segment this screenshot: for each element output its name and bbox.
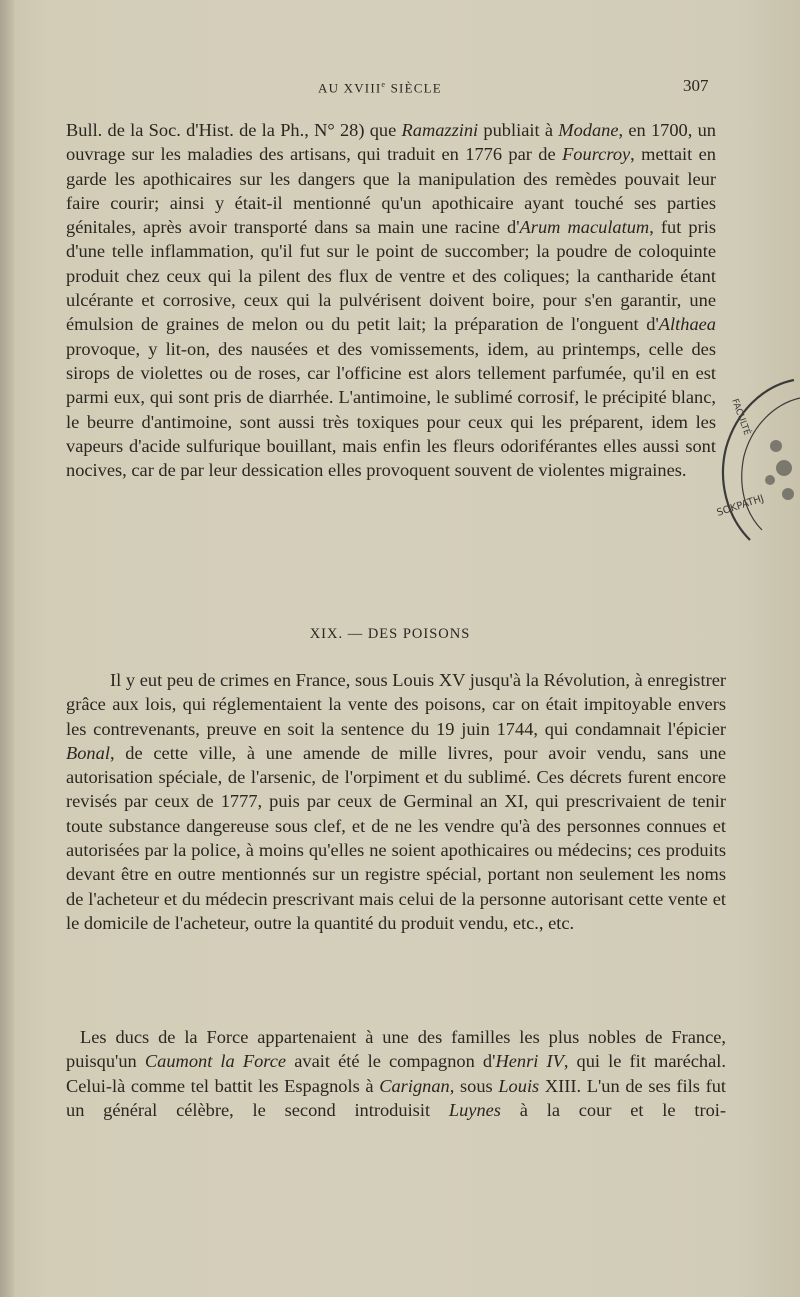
running-title-text: AU XVIII	[318, 80, 382, 96]
text-run: provoque, y lit-on, des nausées et des vomissements, idem, au printemps, celle des sirops de violettes ou de roses, car l'officine est alors tellement parfumée, qu'il en est parmi eux, qui sont pris de diarrhée. L'antimoine, le sublimé corrosif, le précipité blanc, le beurre d'antimoine, sont aussi très toxiques pour ceux qui les préparent, idem les vapeurs d'acide sulfurique bouillant, mais enfin les fleurs odoriférantes elles aussi sont nocives, car de par leur dessication elles provoquent souvent de violentes migraines.	[66, 338, 716, 481]
italic-name-luynes: Luynes	[448, 1099, 501, 1120]
paragraph-ducs-de-la-force	[66, 1025, 726, 1122]
section-heading: XIX. — DES POISONS	[309, 626, 471, 642]
text-run: , sous	[449, 1075, 499, 1096]
paragraph-text	[66, 1025, 726, 1122]
text-run: , de cette ville, à une amende de mille livres, pour avoir vendu, sans une autorisation spéciale, de l'arsenic, de l'orpiment et du sublimé. Ces décrets furent encore revisés par ceux de 1777, puis par ceux de Germinal an XI, qui prescrivaient de tenir toute substance dangereuse sous clef, et de ne les vendre qu'à des personnes connues et autorisées par la police, à moins qu'elles ne soient apothicaires ou médecins; ces produits devant être en outre mentionnés sur un registre spécial, portant non seulement les noms de l'acheteur et du médecin prescrivant mais celui de la personne autorisant cette vente et le domicile de l'acheteur, outre la quantité du produit vendu, etc., etc.	[66, 742, 726, 933]
paragraph-poisons-law	[66, 668, 726, 935]
running-title	[318, 80, 442, 96]
italic-name-louis: Louis	[498, 1075, 540, 1096]
italic-name-bonal: Bonal	[66, 742, 110, 763]
page-header	[0, 76, 800, 100]
running-title-superscript: e	[381, 80, 387, 89]
library-stamp	[708, 376, 800, 554]
italic-name-ramazzini: Ramazzini	[401, 120, 479, 140]
text-run: à la cour et le troi-	[500, 1099, 727, 1120]
text-run: Bull. de la Soc. d'Hist. de la Ph., N° 28) que	[66, 120, 402, 140]
paragraph-text	[66, 118, 716, 482]
text-run: , qui le fit maréchal. Celui-là comme tel battit les Espagnols à	[66, 1051, 726, 1096]
stamp-ring-inner	[742, 398, 800, 530]
stamp-emblem	[765, 440, 794, 500]
text-run: publiait à	[478, 120, 559, 140]
text-run: Il y eut peu de crimes en France, sous Louis XV jusqu'à la Révolution, à enregistrer grâce aux lois, qui réglementaient la vente des poisons, car on était impitoyable envers les contrevenants, preuve en soit la sentence du 19 juin 1744, qui condamnait l'épicier	[66, 670, 726, 739]
text-run: avait été le compagnon d'	[286, 1051, 496, 1072]
text-run: XIII. L'un de ses fils fut un général célèbre, le second introduisit	[66, 1075, 727, 1120]
text-run: , mettait en garde les apothicaires sur les dangers que la manipulation des remèdes pouvait leur faire courir; ainsi y était-il mentionné qu'un apothicaire ayant touché ses parties génitales, après avoir transporté dans sa main une racine d'	[66, 144, 716, 238]
stamp-text-top: FACULTÉ	[729, 397, 752, 437]
italic-place-modane: Modane	[558, 120, 619, 140]
text-run: , fut pris d'une telle inflammation, qu'il fut sur le point de succomber; la poudre de coloquinte produit chez ceux qui la pilent des flux de ventre et des coliques; la cantharide étant ulcérante et corrosive, ceux qui la pulvérisent doivent boire, pour s'en garantir, une émulsion de graines de melon ou du petit lait; la préparation de l'onguent d'	[66, 217, 716, 335]
italic-plant-althaea: Althaea	[658, 314, 716, 335]
text-run: , en 1700, un ouvrage sur les maladies des artisans, qui traduit en 1776 par de	[66, 120, 716, 165]
italic-plant-arum: Arum maculatum	[519, 217, 650, 238]
paragraph-text	[66, 668, 726, 935]
stamp-text-bottom: SOKPATHJ	[715, 493, 766, 519]
italic-place-carignan: Carignan	[379, 1075, 450, 1096]
italic-name-fourcroy: Fourcroy	[562, 144, 631, 165]
page-gutter-shadow	[0, 0, 14, 1297]
italic-name-caumont: Caumont la Force	[144, 1051, 287, 1072]
text-run: Les ducs de la Force appartenaient à une des familles les plus nobles de France, puisqu'un	[66, 1027, 726, 1072]
running-title-end: SIÈCLE	[386, 80, 442, 96]
italic-name-henri-iv: Henri IV	[495, 1051, 564, 1072]
page-number: 307	[683, 76, 709, 95]
paragraph-occupational-hazards	[66, 118, 716, 482]
